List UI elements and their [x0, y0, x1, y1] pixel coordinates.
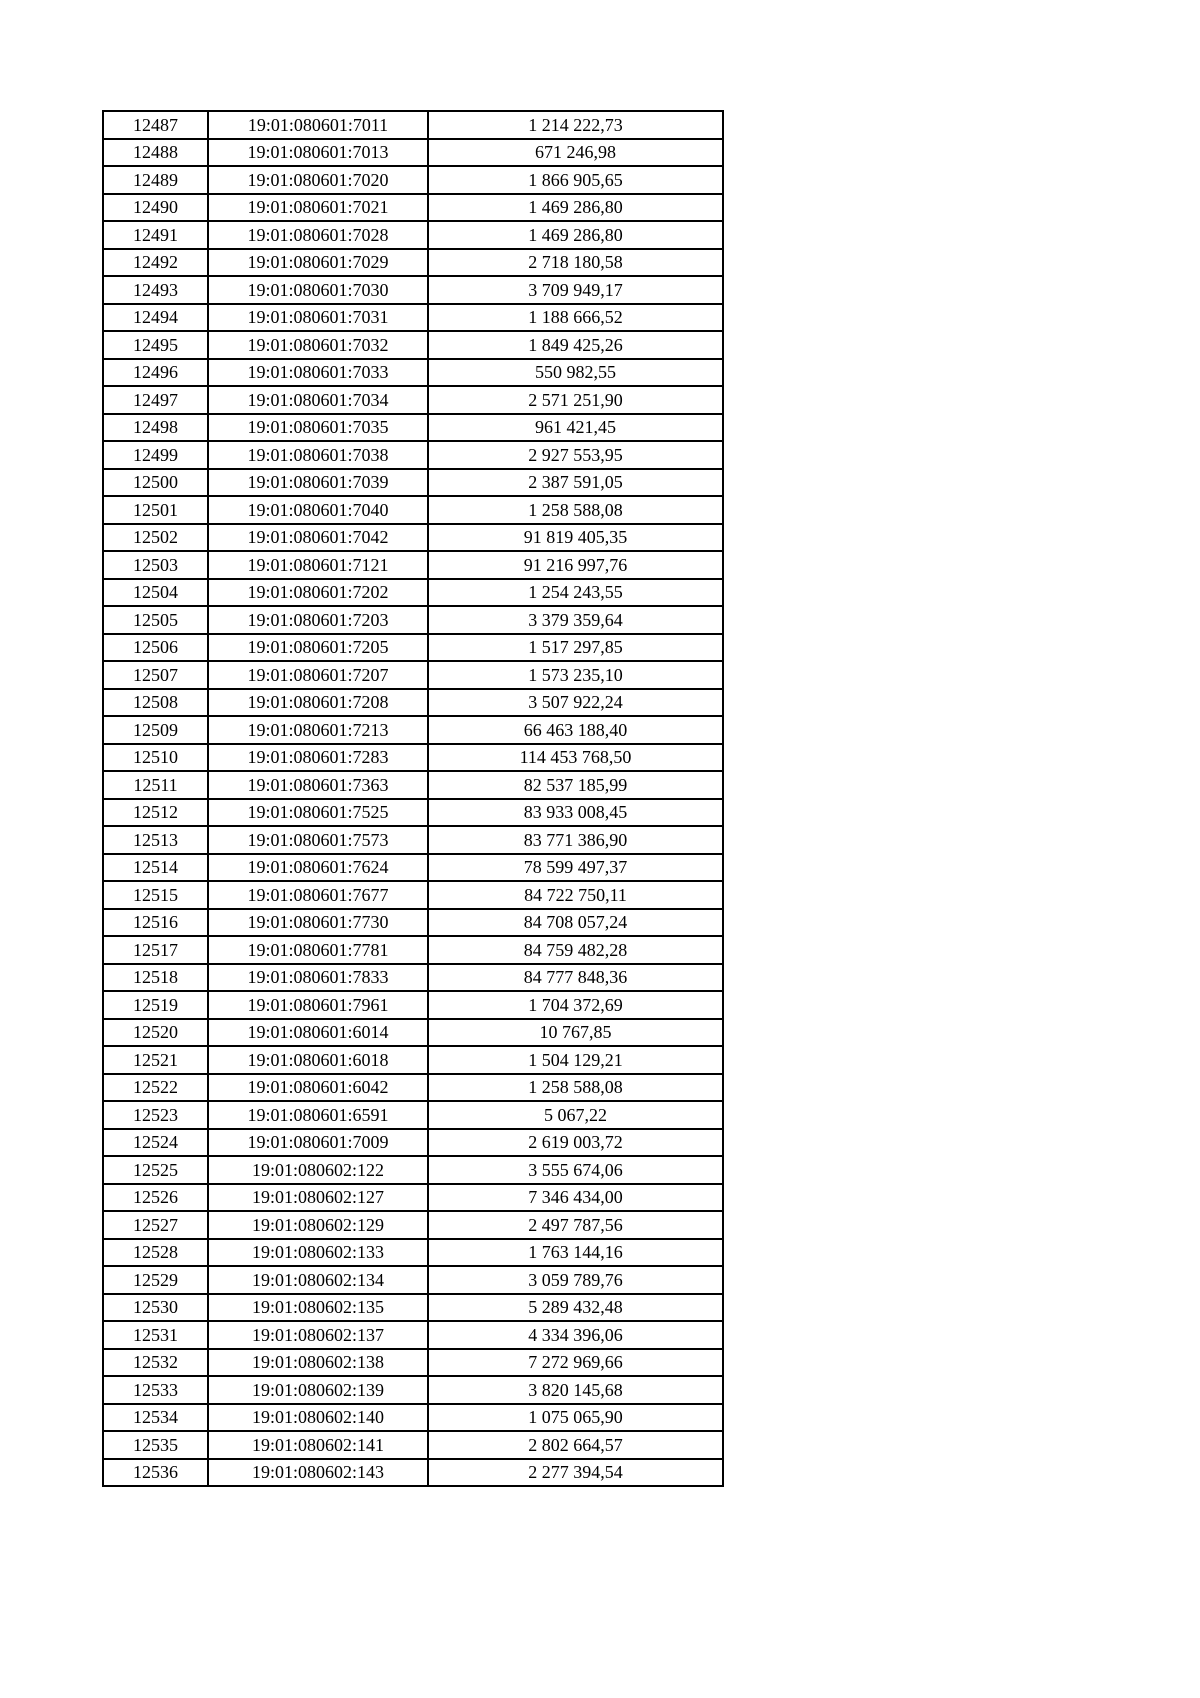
row-number-cell: 12517 [103, 936, 208, 964]
row-number-cell: 12490 [103, 194, 208, 222]
cadastral-number-cell: 19:01:080601:7028 [208, 221, 428, 249]
table-row [103, 221, 723, 249]
table-row [103, 249, 723, 277]
value-cell: 83 771 386,90 [428, 826, 723, 854]
cadastral-number-cell: 19:01:080602:133 [208, 1239, 428, 1267]
value-cell: 3 507 922,24 [428, 689, 723, 717]
value-cell: 3 059 789,76 [428, 1266, 723, 1294]
cadastral-number-cell: 19:01:080601:7034 [208, 386, 428, 414]
table-row [103, 359, 723, 387]
cadastral-number-cell: 19:01:080601:7039 [208, 469, 428, 497]
table-row [103, 1349, 723, 1377]
table-row [103, 1404, 723, 1432]
value-cell: 4 334 396,06 [428, 1321, 723, 1349]
row-number-cell: 12534 [103, 1404, 208, 1432]
row-number-cell: 12495 [103, 331, 208, 359]
value-cell: 84 722 750,11 [428, 881, 723, 909]
table-row [103, 551, 723, 579]
table-row [103, 524, 723, 552]
table-row [103, 1211, 723, 1239]
table-row [103, 331, 723, 359]
row-number-cell: 12521 [103, 1046, 208, 1074]
cadastral-number-cell: 19:01:080601:7203 [208, 606, 428, 634]
table-row [103, 936, 723, 964]
cadastral-number-cell: 19:01:080601:7013 [208, 139, 428, 167]
value-cell: 1 258 588,08 [428, 496, 723, 524]
table-row [103, 799, 723, 827]
table-row [103, 276, 723, 304]
value-cell: 1 504 129,21 [428, 1046, 723, 1074]
value-cell: 2 277 394,54 [428, 1459, 723, 1487]
cadastral-number-cell: 19:01:080601:6042 [208, 1074, 428, 1102]
value-cell: 114 453 768,50 [428, 744, 723, 772]
row-number-cell: 12514 [103, 854, 208, 882]
cadastral-number-cell: 19:01:080601:7208 [208, 689, 428, 717]
cadastral-number-cell: 19:01:080601:7009 [208, 1129, 428, 1157]
cadastral-number-cell: 19:01:080601:7030 [208, 276, 428, 304]
cadastral-number-cell: 19:01:080601:7833 [208, 964, 428, 992]
value-cell: 82 537 185,99 [428, 771, 723, 799]
row-number-cell: 12494 [103, 304, 208, 332]
row-number-cell: 12510 [103, 744, 208, 772]
table-row [103, 991, 723, 1019]
cadastral-number-cell: 19:01:080601:7035 [208, 414, 428, 442]
value-cell: 84 759 482,28 [428, 936, 723, 964]
cadastral-number-cell: 19:01:080602:135 [208, 1294, 428, 1322]
row-number-cell: 12489 [103, 166, 208, 194]
row-number-cell: 12505 [103, 606, 208, 634]
cadastral-number-cell: 19:01:080602:134 [208, 1266, 428, 1294]
value-cell: 2 387 591,05 [428, 469, 723, 497]
cadastral-number-cell: 19:01:080601:7202 [208, 579, 428, 607]
row-number-cell: 12506 [103, 634, 208, 662]
table-row [103, 1376, 723, 1404]
cadastral-number-cell: 19:01:080601:7363 [208, 771, 428, 799]
cadastral-number-cell: 19:01:080602:122 [208, 1156, 428, 1184]
cadastral-number-cell: 19:01:080601:7042 [208, 524, 428, 552]
table-row [103, 111, 723, 139]
value-cell: 2 802 664,57 [428, 1431, 723, 1459]
value-cell: 3 379 359,64 [428, 606, 723, 634]
cadastral-number-cell: 19:01:080601:7677 [208, 881, 428, 909]
table-row [103, 661, 723, 689]
value-cell: 1 469 286,80 [428, 221, 723, 249]
cadastral-number-cell: 19:01:080601:6014 [208, 1019, 428, 1047]
value-cell: 3 709 949,17 [428, 276, 723, 304]
cadastral-number-cell: 19:01:080602:138 [208, 1349, 428, 1377]
cadastral-number-cell: 19:01:080601:7213 [208, 716, 428, 744]
cadastral-number-cell: 19:01:080601:7038 [208, 441, 428, 469]
row-number-cell: 12525 [103, 1156, 208, 1184]
value-cell: 10 767,85 [428, 1019, 723, 1047]
table-row [103, 496, 723, 524]
cadastral-number-cell: 19:01:080601:7205 [208, 634, 428, 662]
row-number-cell: 12504 [103, 579, 208, 607]
table-row [103, 1101, 723, 1129]
row-number-cell: 12502 [103, 524, 208, 552]
table-row [103, 964, 723, 992]
table-row [103, 194, 723, 222]
row-number-cell: 12496 [103, 359, 208, 387]
cadastral-number-cell: 19:01:080601:7624 [208, 854, 428, 882]
value-cell: 2 619 003,72 [428, 1129, 723, 1157]
row-number-cell: 12529 [103, 1266, 208, 1294]
cadastral-number-cell: 19:01:080602:141 [208, 1431, 428, 1459]
row-number-cell: 12532 [103, 1349, 208, 1377]
cadastral-number-cell: 19:01:080601:7283 [208, 744, 428, 772]
row-number-cell: 12487 [103, 111, 208, 139]
table-row [103, 166, 723, 194]
table-row [103, 579, 723, 607]
value-cell: 1 075 065,90 [428, 1404, 723, 1432]
value-cell: 1 866 905,65 [428, 166, 723, 194]
table-row [103, 469, 723, 497]
value-cell: 78 599 497,37 [428, 854, 723, 882]
row-number-cell: 12497 [103, 386, 208, 414]
cadastral-number-cell: 19:01:080602:137 [208, 1321, 428, 1349]
value-cell: 3 555 674,06 [428, 1156, 723, 1184]
table-row [103, 441, 723, 469]
cadastral-number-cell: 19:01:080601:6591 [208, 1101, 428, 1129]
row-number-cell: 12512 [103, 799, 208, 827]
table-row [103, 1019, 723, 1047]
value-cell: 7 272 969,66 [428, 1349, 723, 1377]
row-number-cell: 12536 [103, 1459, 208, 1487]
cadastral-number-cell: 19:01:080601:7121 [208, 551, 428, 579]
row-number-cell: 12491 [103, 221, 208, 249]
table-row [103, 854, 723, 882]
cadastral-number-cell: 19:01:080602:127 [208, 1184, 428, 1212]
table-row [103, 1074, 723, 1102]
cadastral-number-cell: 19:01:080601:6018 [208, 1046, 428, 1074]
value-cell: 2 497 787,56 [428, 1211, 723, 1239]
cadastral-number-cell: 19:01:080601:7040 [208, 496, 428, 524]
cadastral-number-cell: 19:01:080601:7525 [208, 799, 428, 827]
table-row [103, 1239, 723, 1267]
value-cell: 91 819 405,35 [428, 524, 723, 552]
row-number-cell: 12518 [103, 964, 208, 992]
value-cell: 1 763 144,16 [428, 1239, 723, 1267]
row-number-cell: 12488 [103, 139, 208, 167]
value-cell: 2 927 553,95 [428, 441, 723, 469]
cadastral-number-cell: 19:01:080601:7033 [208, 359, 428, 387]
table-row [103, 1431, 723, 1459]
table-row [103, 771, 723, 799]
table-row [103, 881, 723, 909]
row-number-cell: 12527 [103, 1211, 208, 1239]
cadastral-number-cell: 19:01:080601:7781 [208, 936, 428, 964]
row-number-cell: 12503 [103, 551, 208, 579]
table-row [103, 744, 723, 772]
table-row [103, 1046, 723, 1074]
cadastral-number-cell: 19:01:080601:7029 [208, 249, 428, 277]
value-cell: 7 346 434,00 [428, 1184, 723, 1212]
row-number-cell: 12513 [103, 826, 208, 854]
table-row [103, 386, 723, 414]
table-row [103, 689, 723, 717]
row-number-cell: 12492 [103, 249, 208, 277]
table-row [103, 1129, 723, 1157]
cadastral-number-cell: 19:01:080601:7031 [208, 304, 428, 332]
row-number-cell: 12520 [103, 1019, 208, 1047]
value-cell: 1 573 235,10 [428, 661, 723, 689]
row-number-cell: 12530 [103, 1294, 208, 1322]
row-number-cell: 12516 [103, 909, 208, 937]
table-row [103, 1321, 723, 1349]
row-number-cell: 12523 [103, 1101, 208, 1129]
value-cell: 1 469 286,80 [428, 194, 723, 222]
cadastral-number-cell: 19:01:080602:140 [208, 1404, 428, 1432]
table-row [103, 716, 723, 744]
row-number-cell: 12533 [103, 1376, 208, 1404]
row-number-cell: 12498 [103, 414, 208, 442]
row-number-cell: 12522 [103, 1074, 208, 1102]
table-row [103, 414, 723, 442]
value-cell: 961 421,45 [428, 414, 723, 442]
value-cell: 1 188 666,52 [428, 304, 723, 332]
table-row [103, 304, 723, 332]
row-number-cell: 12511 [103, 771, 208, 799]
cadastral-number-cell: 19:01:080601:7020 [208, 166, 428, 194]
value-cell: 2 571 251,90 [428, 386, 723, 414]
value-cell: 66 463 188,40 [428, 716, 723, 744]
table-row [103, 634, 723, 662]
row-number-cell: 12515 [103, 881, 208, 909]
row-number-cell: 12531 [103, 1321, 208, 1349]
row-number-cell: 12499 [103, 441, 208, 469]
value-cell: 1 214 222,73 [428, 111, 723, 139]
table-row [103, 1266, 723, 1294]
row-number-cell: 12493 [103, 276, 208, 304]
cadastral-number-cell: 19:01:080602:129 [208, 1211, 428, 1239]
cadastral-number-cell: 19:01:080601:7207 [208, 661, 428, 689]
row-number-cell: 12524 [103, 1129, 208, 1157]
value-cell: 84 777 848,36 [428, 964, 723, 992]
row-number-cell: 12500 [103, 469, 208, 497]
cadastral-number-cell: 19:01:080602:143 [208, 1459, 428, 1487]
value-cell: 1 704 372,69 [428, 991, 723, 1019]
table-row [103, 909, 723, 937]
table-row [103, 1294, 723, 1322]
value-cell: 5 289 432,48 [428, 1294, 723, 1322]
value-cell: 1 258 588,08 [428, 1074, 723, 1102]
value-cell: 91 216 997,76 [428, 551, 723, 579]
value-cell: 2 718 180,58 [428, 249, 723, 277]
table-row [103, 1184, 723, 1212]
row-number-cell: 12535 [103, 1431, 208, 1459]
value-cell: 1 517 297,85 [428, 634, 723, 662]
row-number-cell: 12509 [103, 716, 208, 744]
cadastral-number-cell: 19:01:080602:139 [208, 1376, 428, 1404]
cadastral-number-cell: 19:01:080601:7021 [208, 194, 428, 222]
table-row [103, 606, 723, 634]
row-number-cell: 12528 [103, 1239, 208, 1267]
row-number-cell: 12507 [103, 661, 208, 689]
value-cell: 671 246,98 [428, 139, 723, 167]
value-cell: 84 708 057,24 [428, 909, 723, 937]
cadastral-number-cell: 19:01:080601:7573 [208, 826, 428, 854]
cadastral-number-cell: 19:01:080601:7032 [208, 331, 428, 359]
value-cell: 3 820 145,68 [428, 1376, 723, 1404]
row-number-cell: 12519 [103, 991, 208, 1019]
table-body [103, 111, 723, 1486]
data-table [102, 110, 724, 1487]
cadastral-number-cell: 19:01:080601:7730 [208, 909, 428, 937]
table-row [103, 826, 723, 854]
cadastral-number-cell: 19:01:080601:7011 [208, 111, 428, 139]
cadastral-number-cell: 19:01:080601:7961 [208, 991, 428, 1019]
value-cell: 83 933 008,45 [428, 799, 723, 827]
value-cell: 1 254 243,55 [428, 579, 723, 607]
row-number-cell: 12508 [103, 689, 208, 717]
value-cell: 5 067,22 [428, 1101, 723, 1129]
value-cell: 1 849 425,26 [428, 331, 723, 359]
table-row [103, 139, 723, 167]
table-row [103, 1459, 723, 1487]
row-number-cell: 12526 [103, 1184, 208, 1212]
table-row [103, 1156, 723, 1184]
value-cell: 550 982,55 [428, 359, 723, 387]
row-number-cell: 12501 [103, 496, 208, 524]
